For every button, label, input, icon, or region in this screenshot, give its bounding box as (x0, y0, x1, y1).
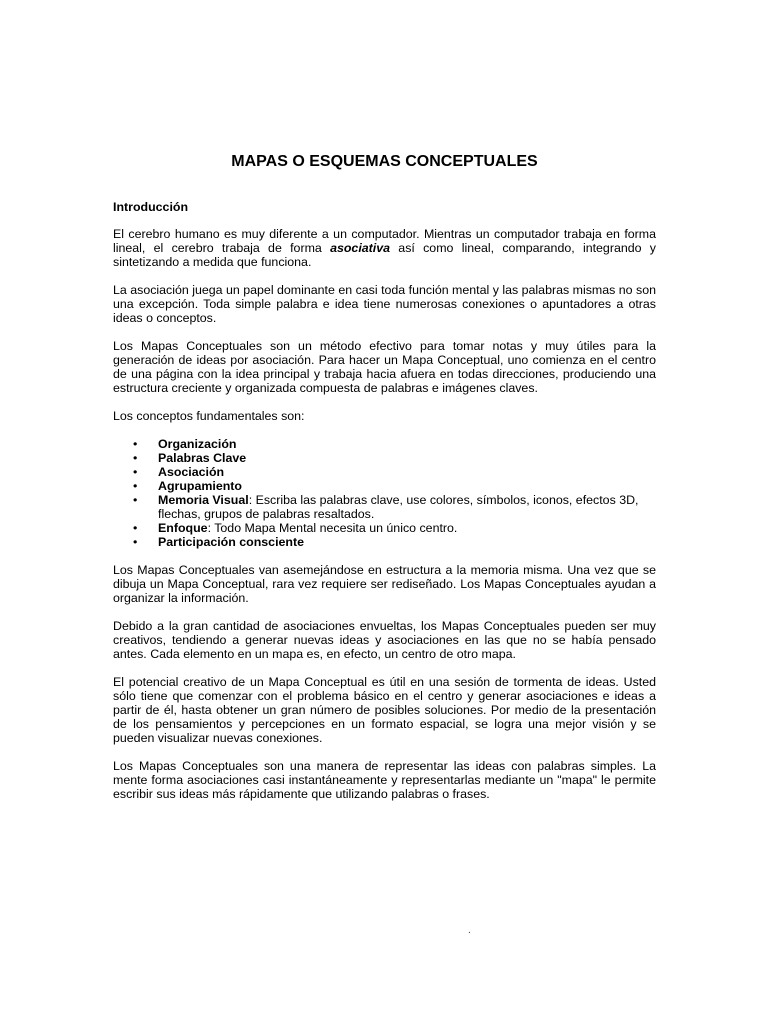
footer-mark: . (468, 925, 471, 936)
document-page (113, 152, 656, 815)
concept-term: Agrupamiento (158, 479, 242, 493)
paragraph-1-text: El cerebro humano es muy diferente a un computador. Mientras un computador trabaja en forma lineal, el cerebro trabaja de forma (113, 227, 656, 255)
paragraph-3: Los Mapas Conceptuales son un método efectivo para tomar notas y muy útiles para la generación de ideas por asociación. Para hacer un Mapa Conceptual, uno comienza en el centro de una página con la idea principal y trabaja hacia afuera en todas direcciones, produciendo una estructura creciente y organizada compuesta de palabras e imágenes claves. (113, 339, 656, 395)
concepts-list (113, 437, 656, 549)
paragraph-1 (113, 227, 656, 269)
list-item (158, 535, 656, 549)
section-heading: Introducción (113, 200, 189, 214)
paragraph-7: Los Mapas Conceptuales son una manera de representar las ideas con palabras simples. La mente forma asociaciones casi instantáneamente y representarlas mediante un "mapa" le permite escribir sus ideas más rápidamente que utilizando palabras o frases. (113, 759, 656, 801)
concept-term: Organización (158, 437, 237, 451)
paragraph-5: Debido a la gran cantidad de asociaciones envueltas, los Mapas Conceptuales pueden ser muy creativos, tendiendo a generar nuevas ideas y asociaciones en las que no se había pensado antes. Cada elemento en un mapa es, en efecto, un centro de otro mapa. (113, 619, 656, 661)
list-item (158, 479, 656, 493)
list-item (158, 521, 656, 535)
concept-term: Asociación (158, 465, 225, 479)
paragraph-2: La asociación juega un papel dominante en casi toda función mental y las palabras mismas no son una excepción. Toda simple palabra e idea tiene numerosas conexiones o apuntadores a otras ideas o conceptos. (113, 283, 656, 325)
list-item (158, 465, 656, 479)
concept-term: Memoria Visual (158, 493, 249, 507)
page-title: MAPAS O ESQUEMAS CONCEPTUALES (231, 153, 538, 170)
concept-term: Participación consciente (158, 535, 304, 549)
list-item (158, 451, 656, 465)
concept-description: : Escriba las palabras clave, use colores, símbolos, iconos, efectos 3D, flechas, grupos de palabras resaltados. (158, 493, 639, 521)
paragraph-6: El potencial creativo de un Mapa Conceptual es útil en una sesión de tormenta de ideas. Usted sólo tiene que comenzar con el problema básico en el centro y generar asociaciones e ideas a partir de él, hasta obtener un gran número de posibles soluciones. Por medio de la presentación de los pensamientos y percepciones en un formato espacial, se logra una mejor visión y se pueden visualizar nuevas conexiones. (113, 675, 656, 745)
paragraph-4: Los Mapas Conceptuales van asemejándose en estructura a la memoria misma. Una vez que se dibuja un Mapa Conceptual, rara vez requiere ser rediseñado. Los Mapas Conceptuales ayudan a organizar la información. (113, 563, 656, 605)
concept-term: Palabras Clave (158, 451, 247, 465)
paragraph-1-emphasis: asociativa (330, 241, 391, 255)
list-item (158, 437, 656, 451)
list-item (158, 493, 656, 521)
paragraph-1-text-end: así como lineal, comparando, integrando y sintetizando a medida que funciona. (113, 241, 656, 269)
concept-term: Enfoque (158, 521, 208, 535)
concept-description: : Todo Mapa Mental necesita un único centro. (207, 521, 458, 535)
list-intro: Los conceptos fundamentales son: (113, 409, 305, 423)
